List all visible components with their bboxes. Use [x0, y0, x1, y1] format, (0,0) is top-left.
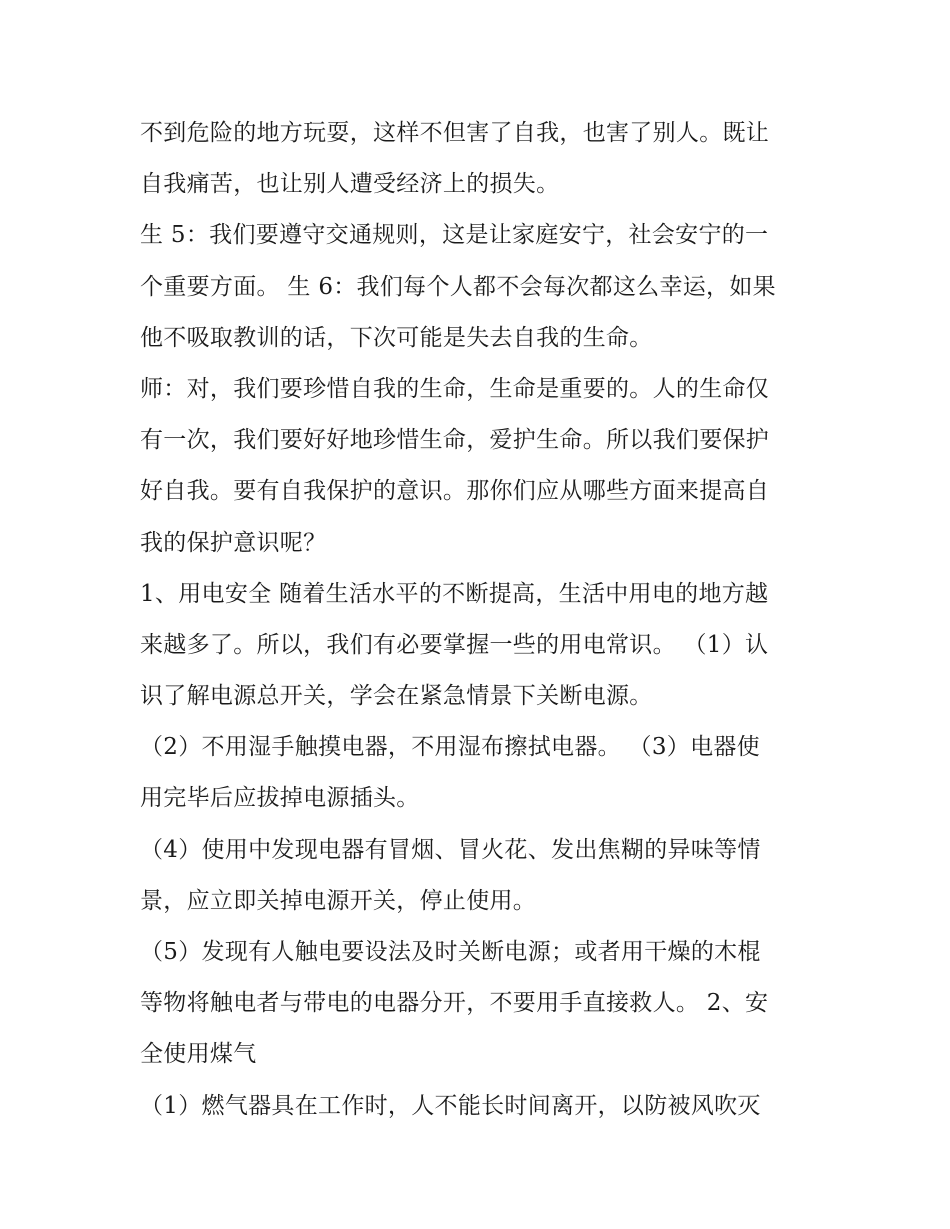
text-line: 个重要方面。 生 6：我们每个人都不会每次都这么幸运，如果: [140, 273, 776, 300]
text-line: 有一次，我们要好好地珍惜生命，爱护生命。所以我们要保护: [140, 427, 770, 454]
text-line: 1、用电安全 随着生活水平的不断提高，生活中用电的地方越: [140, 580, 769, 607]
text-line: 来越多了。所以，我们有必要掌握一些的用电常识。 （1）认: [140, 631, 769, 658]
text-line: 我的保护意识呢？: [140, 529, 327, 556]
text-line: 等物将触电者与带电的电器分开，不要用手直接救人。 2、安: [140, 990, 769, 1017]
body-text: [140, 108, 820, 1132]
text-line: 景，应立即关掉电源开关，停止使用。: [140, 887, 537, 914]
text-line: （1）燃气器具在工作时，人不能长时间离开，以防被风吹灭: [140, 1092, 761, 1119]
text-line: 全使用煤气: [140, 1041, 257, 1068]
text-line: 好自我。要有自我保护的意识。那你们应从哪些方面来提高自: [140, 478, 770, 505]
text-line: 用完毕后应拔掉电源插头。: [140, 785, 420, 812]
text-line: （2）不用湿手触摸电器，不用湿布擦拭电器。 （3）电器使: [140, 734, 760, 761]
text-line: 生 5：我们要遵守交通规则，这是让家庭安宁，社会安宁的一: [140, 222, 769, 249]
text-line: （5）发现有人触电要设法及时关断电源；或者用干燥的木棍: [140, 939, 761, 965]
text-line: 他不吸取教训的话，下次可能是失去自我的生命。: [140, 324, 653, 351]
text-line: （4）使用中发现电器有冒烟、冒火花、发出焦糊的异味等情: [140, 836, 761, 863]
text-line: 不到危险的地方玩耍，这样不但害了自我，也害了别人。既让: [140, 120, 770, 146]
text-line: 师：对，我们要珍惜自我的生命，生命是重要的。人的生命仅: [140, 375, 770, 402]
text-line: 自我痛苦，也让别人遭受经济上的损失。: [140, 171, 560, 198]
text-line: 识了解电源总开关，学会在紧急情景下关断电源。: [140, 683, 653, 710]
